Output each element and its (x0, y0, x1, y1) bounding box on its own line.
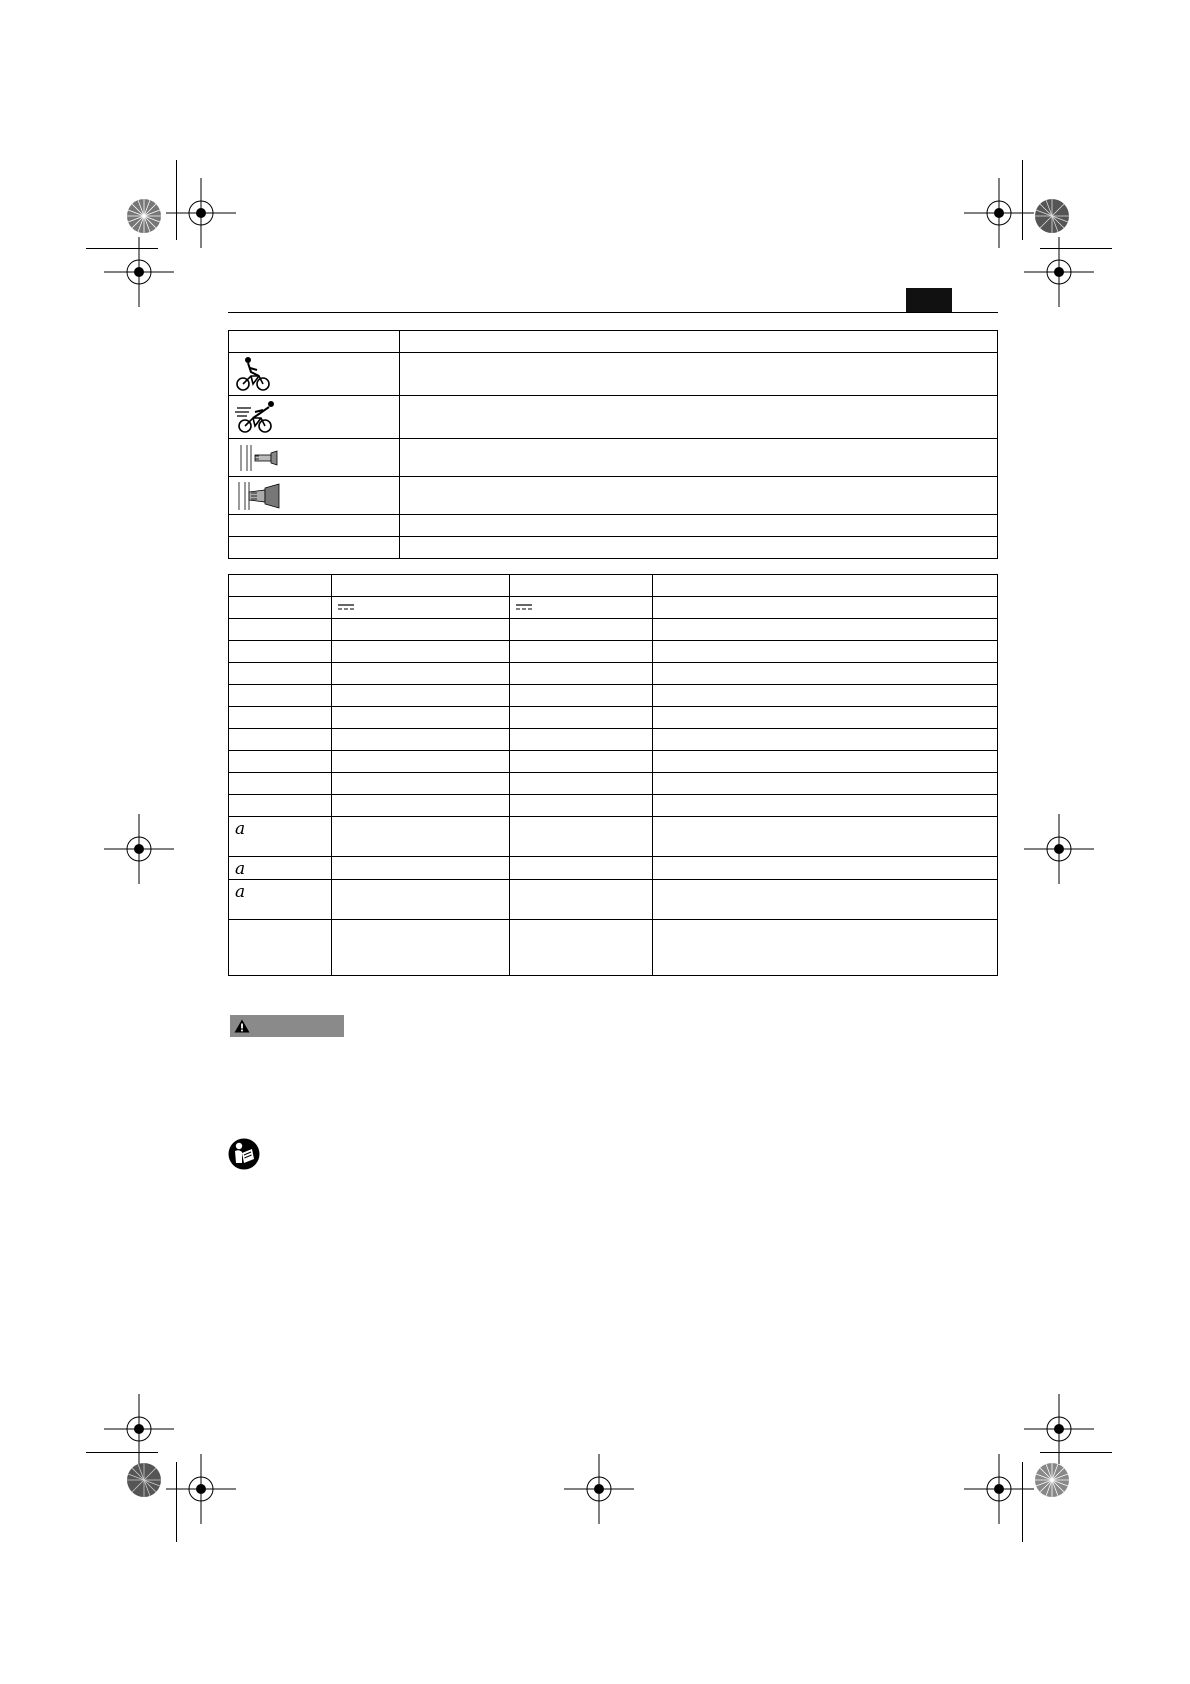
table-cell (400, 396, 998, 439)
registration-mark-icon (964, 1454, 1034, 1524)
footnote-marker: a (229, 817, 332, 857)
table-cell (510, 773, 653, 795)
table-cell (332, 773, 510, 795)
table-cell (332, 920, 510, 976)
bicycle-rider-icon (235, 356, 271, 392)
table-cell (229, 707, 332, 729)
footnote-marker: a (229, 880, 332, 920)
table-cell (229, 751, 332, 773)
registration-mark-icon (564, 1454, 634, 1524)
language-tab (906, 288, 952, 312)
table-cell (653, 880, 998, 920)
table-cell (510, 880, 653, 920)
registration-mark-icon (166, 178, 236, 248)
dc-current-icon (516, 604, 532, 610)
table-row (229, 707, 998, 729)
table-cell (653, 729, 998, 751)
table-cell (510, 685, 653, 707)
table-cell (510, 641, 653, 663)
table-cell (229, 641, 332, 663)
table-cell (229, 515, 400, 537)
table-cell (229, 331, 400, 353)
table-cell (229, 920, 332, 976)
table-row (229, 597, 998, 619)
table-cell (229, 729, 332, 751)
table-row (229, 920, 998, 976)
table-cell (332, 751, 510, 773)
table-cell (332, 729, 510, 751)
table-cell (229, 663, 332, 685)
table-cell (400, 515, 998, 537)
registration-mark-icon (104, 814, 174, 884)
table-cell (653, 685, 998, 707)
table-cell (229, 575, 332, 597)
starburst-mark-icon (1034, 1462, 1070, 1498)
table-cell (332, 857, 510, 880)
table-cell (229, 353, 400, 396)
registration-mark-icon (1024, 237, 1094, 307)
table-cell (229, 537, 400, 559)
table-cell (510, 729, 653, 751)
footnote-marker: a (229, 857, 332, 880)
starburst-mark-icon (1034, 198, 1070, 234)
table-row (229, 663, 998, 685)
table-cell (332, 880, 510, 920)
table-row (229, 353, 998, 396)
table-cell (510, 619, 653, 641)
table-cell (510, 751, 653, 773)
table-cell (332, 707, 510, 729)
registration-mark-icon (166, 1454, 236, 1524)
fast-bicycle-rider-icon (235, 400, 275, 434)
table-cell (653, 597, 998, 619)
table-row (229, 773, 998, 795)
table-cell (653, 641, 998, 663)
table-row (229, 477, 998, 515)
table-row (229, 641, 998, 663)
table-cell (332, 641, 510, 663)
table-cell (653, 920, 998, 976)
table-cell (510, 795, 653, 817)
table-row (229, 331, 998, 353)
table-cell (229, 773, 332, 795)
table-row (229, 817, 998, 857)
registration-mark-icon (104, 237, 174, 307)
header-rule (228, 312, 998, 313)
table-row (229, 880, 998, 920)
table-cell (400, 537, 998, 559)
table-row (229, 537, 998, 559)
table-cell (400, 331, 998, 353)
table-cell (332, 575, 510, 597)
table-row (229, 575, 998, 597)
table-row (229, 439, 998, 477)
specs-table (228, 574, 998, 976)
dc-current-icon (338, 604, 354, 610)
warning-bar (230, 1015, 344, 1037)
starburst-mark-icon (126, 198, 162, 234)
table-cell (229, 439, 400, 477)
table-row (229, 729, 998, 751)
table-cell (653, 619, 998, 641)
table-cell (332, 663, 510, 685)
table-cell (229, 795, 332, 817)
table-row (229, 619, 998, 641)
read-manual-icon (228, 1138, 260, 1170)
table-cell (653, 817, 998, 857)
table-cell (332, 817, 510, 857)
warning-triangle-icon (234, 1019, 250, 1033)
starburst-mark-icon (126, 1462, 162, 1498)
table-cell (653, 663, 998, 685)
table-cell (653, 575, 998, 597)
table-cell (510, 857, 653, 880)
table-cell (653, 773, 998, 795)
table-row (229, 795, 998, 817)
table-row (229, 857, 998, 880)
table-cell (653, 857, 998, 880)
symbols-table (228, 330, 998, 559)
table-cell (653, 795, 998, 817)
small-screw-icon (235, 443, 279, 473)
table-cell (510, 575, 653, 597)
large-screw-icon (235, 480, 281, 512)
table-cell (400, 353, 998, 396)
table-row (229, 396, 998, 439)
table-cell (229, 477, 400, 515)
table-cell (510, 707, 653, 729)
table-cell (400, 439, 998, 477)
table-cell (229, 685, 332, 707)
table-cell (229, 396, 400, 439)
registration-mark-icon (1024, 1394, 1094, 1464)
table-row (229, 515, 998, 537)
table-cell (229, 619, 332, 641)
table-cell (332, 597, 510, 619)
table-cell (332, 685, 510, 707)
registration-mark-icon (104, 1394, 174, 1464)
table-cell (653, 751, 998, 773)
registration-mark-icon (1024, 814, 1094, 884)
table-cell (332, 795, 510, 817)
table-cell (229, 597, 332, 619)
table-cell (510, 817, 653, 857)
table-cell (510, 663, 653, 685)
table-row (229, 751, 998, 773)
table-cell (653, 707, 998, 729)
table-row (229, 685, 998, 707)
table-cell (510, 920, 653, 976)
table-cell (332, 619, 510, 641)
table-cell (510, 597, 653, 619)
table-cell (400, 477, 998, 515)
